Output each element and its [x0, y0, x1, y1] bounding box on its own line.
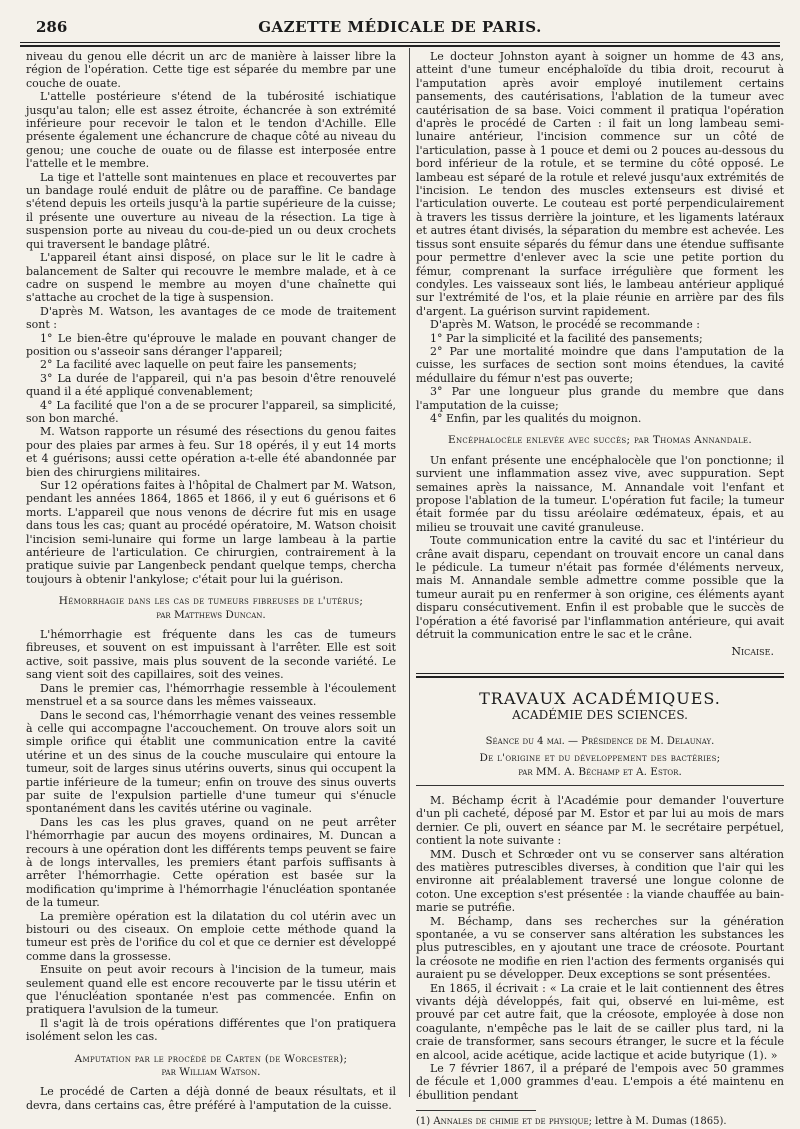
- article-author: par MM. A. Béchamp et A. Estor.: [518, 765, 682, 778]
- paragraph: MM. Dusch et Schrœder ont vu se conserver sans altération des matières putrescibles diverses, à condition que l'air qui les environne ait préalablement traversé une longue colonne de coton. Une exception s'est présentée : la viande chauffée au bain-marie se putréfie.: [416, 847, 784, 915]
- list-item: 1° Par la simplicité et la facilité des pansements;: [430, 331, 703, 345]
- page-header: [20, 14, 780, 40]
- footnote-rest: ; lettre à M. Dumas (1865).: [588, 1116, 727, 1128]
- paragraph: Ensuite on peut avoir recours à l'incision de la tumeur, mais seulement quand elle est encore recouverte par le tissu utérin et que l'énucléation spontanée n'est pas commencée. Enfin on pratiquera l'avulsion de la tumeur.: [26, 963, 396, 1017]
- paragraph: Dans les cas les plus graves, quand on ne peut arrêter l'hémorrhagie par aucun des moyens ordinaires, M. Duncan a recours à une opération dont les différents temps peuvent se faire à de longs intervalles, les premiers étant parfois suffisants à arrêter l'hémorrhagie. Cette opération est basée sur la modification qu'imprime à l'hémorrhagie l'énucléation spontanée de la tumeur.: [26, 815, 397, 910]
- list-item: 3° Par une longueur plus grande du membre que dans l'amputation de la cuisse;: [416, 385, 784, 412]
- column-divider: [409, 48, 410, 1097]
- section-heading: [26, 595, 396, 622]
- paragraph: niveau du genou elle décrit un arc de manière à laisser libre la région de l'opération. Cette tige est séparée du membre par une couche de ouate.: [26, 50, 396, 90]
- footnote-source: Annales de chimie et de physique: [433, 1116, 589, 1128]
- paragraph: Toute communication entre la cavité du sac et l'intérieur du crâne avait disparu, cependant on trouvait encore un canal dans le pédicule. La tumeur n'était pas formée d'éléments nerveux, mais M. Annandale semble admettre comme possible que la tumeur aurait pu en renfermer à son origine, ces éléments ayant disparu consécutivement. Enfin il est probable que le succès de l'opération a été favorisé par l'inflammation antérieure, qui avait détruit la communication entre le sac et le crâne.: [416, 534, 784, 642]
- list-item: 4° Enfin, par les qualités du moignon.: [430, 411, 642, 425]
- section-author: par Matthews Duncan.: [156, 608, 266, 621]
- section-heading: [416, 434, 784, 447]
- article-title: De l'origine et du développement des bactéries;: [479, 752, 721, 765]
- academy-subtitle: ACADÉMIE DES SCIENCES.: [512, 708, 688, 723]
- list-item: 2° La facilité avec laquelle on peut faire les pansements;: [40, 358, 357, 372]
- header-rule-thick: [20, 45, 780, 47]
- paragraph: L'hémorrhagie est fréquente dans les cas de tumeurs fibreuses, et souvent on est impuissant à l'arrêter. Elle est soit active, soit passive, mais plus souvent de la seconde variété. Le sang vient soit des capillaires, soit des veines.: [26, 628, 396, 682]
- page-number: 286: [36, 18, 68, 36]
- paragraph: M. Béchamp, dans ses recherches sur la génération spontanée, a vu se conserver sans altération les substances les plus putrescibles, en y ajoutant une trace de créosote. Pourtant la créosote ne modifie en rien l'action des ferments organisés qui auraient pu se développer. Deux exceptions se sont présentées.: [416, 914, 784, 982]
- paragraph: Dans le premier cas, l'hémorrhagie ressemble à l'écoulement menstruel et a sa source dans les mêmes vaisseaux.: [26, 681, 396, 709]
- paragraph: La première opération est la dilatation du col utérin avec un bistouri ou des ciseaux. On emploie cette méthode quand la tumeur est près de l'orifice du col et que ce dernier est développé comme dans la grossesse.: [26, 909, 396, 963]
- footnote-ref: (1): [416, 1116, 431, 1128]
- article-heading: [416, 752, 784, 779]
- signature: Nicaise.: [731, 645, 774, 659]
- academy-title: TRAVAUX ACADÉMIQUES.: [479, 688, 721, 708]
- list-item: 2° Par une mortalité moindre que dans l'amputation de la cuisse, les surfaces de section sont moins étendues, la cavité médullaire du fémur n'est pas ouverte;: [416, 344, 784, 385]
- section-heading: [26, 1053, 396, 1080]
- seance-line: Séance du 4 mai. — Présidence de M. Delaunay.: [485, 735, 715, 747]
- article-rule: [416, 785, 784, 786]
- paragraph: La tige et l'attelle sont maintenues en place et recouvertes par un bandage roulé enduit de plâtre ou de paraffine. Ce bandage s'étend depuis les orteils jusqu'à la partie supérieure de la cuisse; il présente une ouverture au niveau de la résection. La tige à suspension porte au niveau du cou-de-pied un ou deux crochets qui traversent le bandage plâtré.: [26, 170, 396, 251]
- section-divider-thick: [416, 676, 784, 678]
- left-column: [26, 50, 396, 1112]
- section-title: Hémorrhagie dans les cas de tumeurs fibreuses de l'utérus;: [58, 595, 364, 608]
- paragraph: Le procédé de Carten a déjà donné de beaux résultats, et il devra, dans certains cas, être préféré à l'amputation de la cuisse.: [26, 1085, 396, 1112]
- list-item: 1° Le bien-être qu'éprouve le malade en pouvant changer de position ou s'asseoir sans déranger l'appareil;: [26, 331, 396, 358]
- section-author: par William Watson.: [161, 1066, 261, 1079]
- paragraph: Un enfant présente une encéphalocèle que l'on ponctionne; il survient une inflammation assez vive, avec suppuration. Sept semaines après la naissance, M. Annandale voit l'enfant et propose l'ablation de la tumeur. L'opération fut facile; la tumeur était formée par du tissu aréolaire œdémateux, épais, et au milieu se trouvait une cavité granuleuse.: [416, 453, 784, 534]
- list-item: 3° La durée de l'appareil, qui n'a pas besoin d'être renouvelé quand il a été appliqué convenablement;: [26, 371, 396, 399]
- paragraph: Dans le second cas, l'hémorrhagie venant des veines ressemble à celle qui accompagne l'accouchement. On trouve alors soit un simple orifice qui établit une communication entre la cavité utérine et un des sinus de la couche musculaire qui entoure la tumeur, soit de larges sinus utérins ouverts, sinus qui occupent la partie inférieure de la tumeur; enfin on trouve des sinus ouverts par suite de l'expulsion partielle d'une tumeur qui s'énucle spontanément dans les cavités utérine ou vaginale.: [26, 708, 396, 816]
- section-title: Amputation par le procédé de Carten (de Worcester);: [74, 1052, 348, 1065]
- paragraph: D'après M. Watson, le procédé se recommande :: [430, 318, 700, 332]
- footnote: [416, 1115, 784, 1128]
- paragraph: M. Watson rapporte un résumé des résections du genou faites pour des plaies par armes à feu. Sur 18 opérés, il y eut 14 morts et 4 guérisons; aussi cette opération a-t-elle été abandonnée par bien des chirurgiens militaires.: [26, 425, 396, 479]
- paragraph: Il s'agit là de trois opérations différentes que l'on pratiquera isolément selon les cas.: [26, 1016, 396, 1044]
- paragraph: L'appareil étant ainsi disposé, on place sur le lit le cadre à balancement de Salter qui recouvre le membre malade, et à ce cadre on suspend le membre au moyen d'une chaînette qui s'attache au crochet de la tige à suspension.: [26, 251, 396, 305]
- paragraph: M. Béchamp écrit à l'Académie pour demander l'ouverture d'un pli cacheté, déposé par M. Estor et par lui au mois de mars dernier. Ce pli, ouvert en séance par M. le secrétaire perpétuel, contient la note suivante :: [416, 793, 784, 848]
- right-column: [416, 50, 784, 1129]
- list-item: 4° La facilité que l'on a de se procurer l'appareil, sa simplicité, son bon marché.: [26, 398, 396, 425]
- paragraph: Le 7 février 1867, il a préparé de l'empois avec 50 grammes de fécule et 1,000 grammes d'eau. L'empois a été maintenu en ébullition pendant: [416, 1062, 784, 1102]
- header-rule: [20, 42, 780, 43]
- paragraph: D'après M. Watson, les avantages de ce mode de traitement sont :: [26, 304, 396, 332]
- journal-title: GAZETTE MÉDICALE DE PARIS.: [258, 18, 542, 36]
- section-title: Encéphalocèle enlevée avec succès; par Thomas Annandale.: [448, 434, 752, 447]
- paragraph: L'attelle postérieure s'étend de la tubérosité ischiatique jusqu'au talon; elle est assez étroite, échancrée à son extrémité inférieure pour recevoir le talon et le tendon d'Achille. Elle présente également une échancrure de chaque côté au niveau du genou; une couche de ouate ou de filasse est interposée entre l'attelle et le membre.: [26, 90, 396, 171]
- paragraph: Le docteur Johnston ayant à soigner un homme de 43 ans, atteint d'une tumeur encéphaloïde du tibia droit, recourut à l'amputation après avoir employé inutilement certains pansements, des cautérisations, l'ablation de la tumeur avec cautérisation de sa base. Voici comment il pratiqua l'opération d'après le procédé de Carten : il fait un long lambeau semi-lunaire antérieur, l'incision commence sur un côté de l'articulation, passe à 1 pouce et demi ou 2 pouces au-dessous du bord inférieur de la rotule, et se termine du côté opposé. Le lambeau est séparé de la rotule et relevé jusqu'aux extrémités de l'incision. Le tendon des muscles extenseurs est divisé et l'articulation ouverte. Le couteau est porté perpendiculairement à travers les tissus derrière la jointure, et les ligaments latéraux et autres étant divisés, la séparation du membre est achevée. Les tissus sont ensuite séparés du fémur dans une étendue suffisante pour permettre d'enlever avec la scie une petite portion du fémur, comprenant la surface irrégulière que forment les condyles. Les vaisseaux sont liés, le lambeau antérieur appliqué sur l'extrémité de l'os, et la plaie réunie en arrière par des fils d'argent. La guérison survint rapidement.: [416, 50, 784, 318]
- paragraph: En 1865, il écrivait : « La craie et le lait contiennent des êtres vivants déjà développés, fait qui, observé en lui-même, est prouvé par cet autre fait, que la créosote, employée à dose non coagulante, n'empêche pas le lait de se cailler plus tard, ni la craie de transformer, sans secours étranger, le sucre et la fécule en alcool, acide acétique, acide lactique et acide butyrique (1). »: [416, 981, 784, 1062]
- paragraph: Sur 12 opérations faites à l'hôpital de Chalmert par M. Watson, pendant les années 1864, 1865 et 1866, il y eut 6 guérisons et 6 morts. L'appareil que nous venons de décrire fut mis en usage dans tous les cas; quant au procédé opératoire, M. Watson choisit l'incision semi-lunaire qui forme un large lambeau à la partie antérieure de l'articulation. Ce chirurgien, contrairement à la pratique suivie par Langenbeck pendant quelque temps, chercha toujours à obtenir l'ankylose; c'était pour lui la guérison.: [26, 479, 396, 586]
- section-divider: [416, 673, 784, 674]
